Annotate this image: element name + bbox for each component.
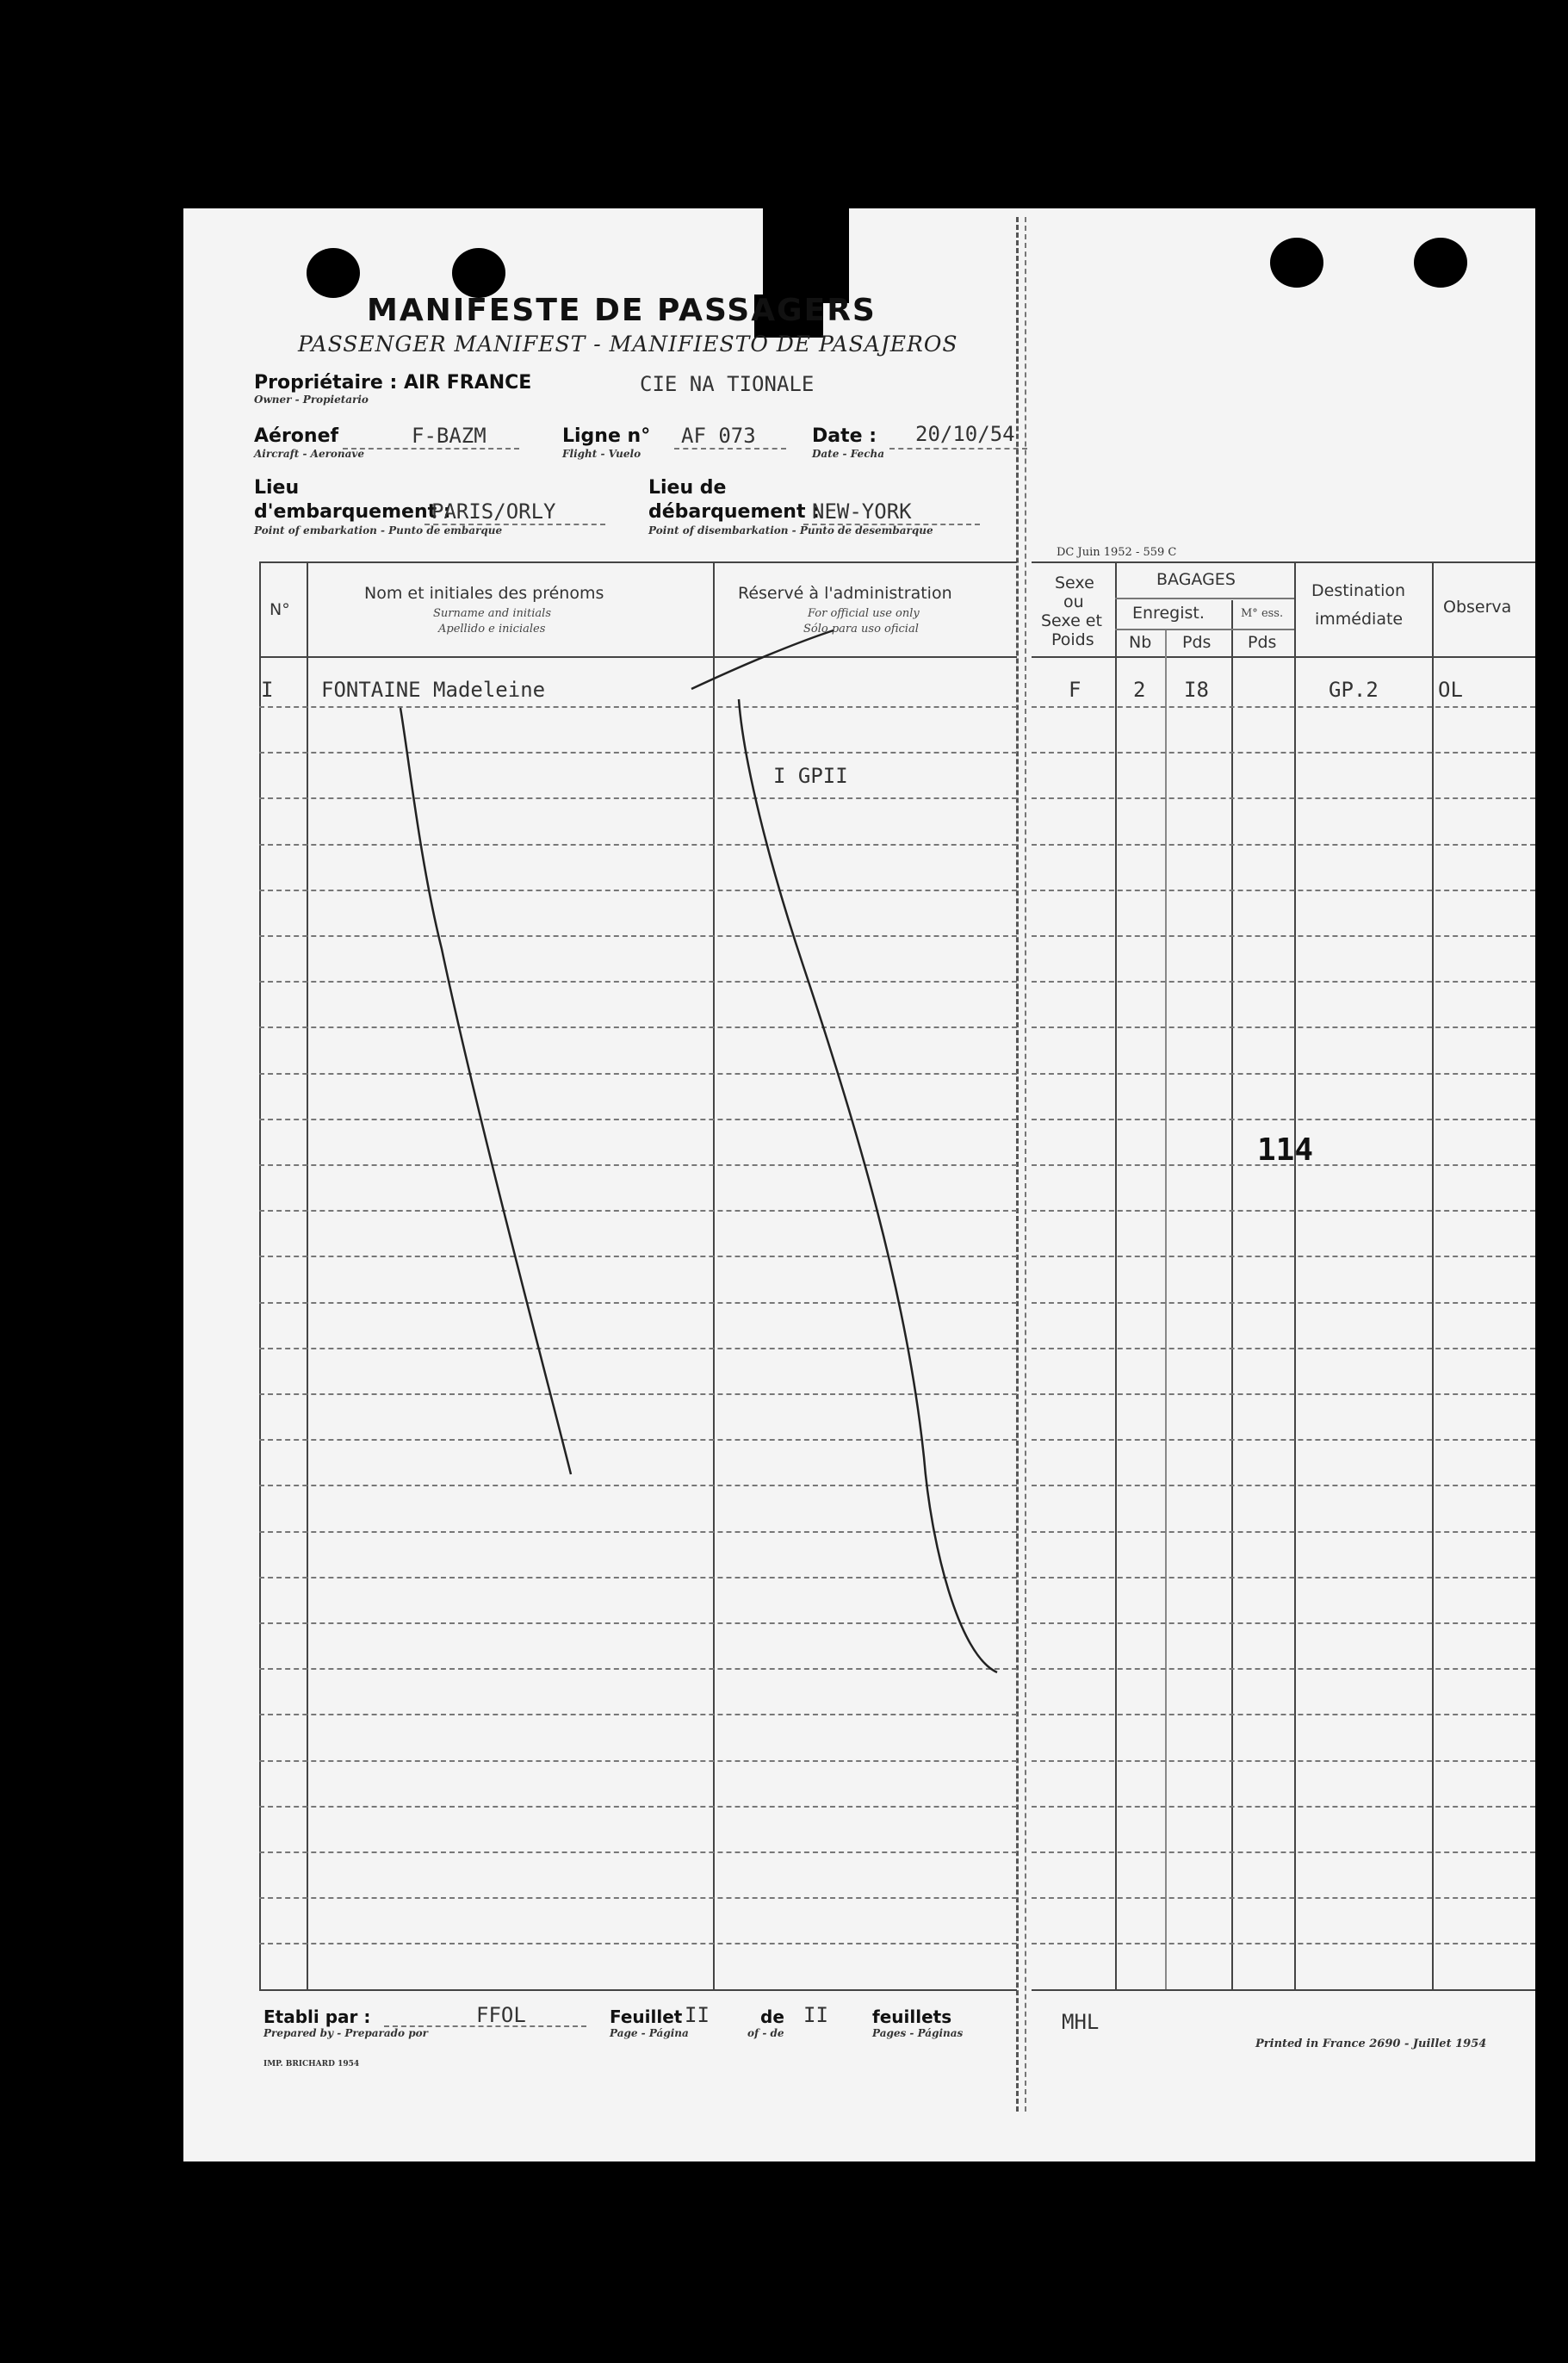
col-header-bagages: BAGAGES [1156,570,1236,589]
disembarkation-label-1: Lieu de [648,477,727,499]
owner-label: Propriétaire : AIR FRANCE [254,372,532,394]
pages-label: feuillets [872,2006,952,2027]
flight-sublabel: Flight - Vuelo [562,448,641,460]
owner-sublabel: Owner - Propietario [254,394,369,406]
row-sex: F [1069,678,1081,702]
prepared-by-value: FFOL [476,2003,526,2027]
of-label: de [760,2006,784,2027]
col-header-enregist: Enregist. [1132,604,1205,623]
strike-line-name [400,708,571,1474]
col-header-dest-2: immédiate [1315,610,1404,629]
col-header-name: Nom et initiales des prénoms [364,584,604,603]
of-value: II [803,2003,828,2027]
embarkation-label-2: d'embarquement : [254,501,451,523]
col-header-admin-sub-2: Sólo para uso oficial [803,623,919,636]
col-header-main: M° ess. [1241,607,1284,620]
owner-value: CIE NA TIONALE [640,372,815,396]
flight-label: Ligne n° [562,425,651,447]
aircraft-label: Aéronef [254,425,339,447]
col-header-obs: Observa [1443,598,1512,617]
form-title: MANIFESTE DE PASSAGERS [367,293,877,328]
col-header-sex-3: Sexe et [1041,611,1102,630]
disembarkation-sublabel: Point of disembarkation - Punto de desembarque [648,524,933,536]
col-header-admin-sub-1: For official use only [808,607,920,620]
col-header-name-sub-1: Surname and initials [433,607,551,620]
row-no: I [261,678,274,702]
prepared-by-label: Etabli par : [263,2006,371,2027]
aircraft-value: F-BAZM [412,424,487,448]
row-bag-pds: I8 [1184,678,1209,702]
row-name: FONTAINE Madeleine [321,678,546,702]
aircraft-sublabel: Aircraft - Aeronave [254,448,365,460]
pages-sublabel: Pages - Páginas [872,2027,964,2039]
col-header-name-sub-2: Apellido e iniciales [438,623,546,636]
imprint-line: IMP. BRICHARD 1954 [263,2060,360,2068]
row-destination: GP.2 [1329,678,1379,702]
sheet-sublabel: Page - Página [610,2027,689,2039]
admin-note: I GPII [773,764,848,788]
row-bag-nb: 2 [1133,678,1146,702]
signature-initials: MHL [1062,2010,1100,2034]
col-header-sex-4: Poids [1051,630,1094,649]
sheet-label: Feuillet [610,2006,683,2027]
col-header-sex-2: ou [1063,592,1084,611]
flight-value: AF 073 [681,424,756,448]
col-header-pds-2: Pds [1248,633,1277,652]
embarkation-sublabel: Point of embarkation - Punto de embarque [254,524,503,536]
embarkation-label-1: Lieu [254,477,300,499]
row-observation: OL [1438,678,1463,702]
prepared-underline [384,2025,586,2027]
date-value: 20/10/54 [915,422,1015,446]
embarkation-value: PARIS/ORLY [431,499,556,524]
handwritten-strikethrough [183,208,1535,2161]
disembarkation-value: NEW-YORK [812,499,912,524]
date-sublabel: Date - Fecha [812,448,884,460]
date-label: Date : [812,425,877,447]
col-header-pds: Pds [1182,633,1212,652]
form-reference: DC Juin 1952 - 559 C [1057,546,1177,559]
col-header-admin: Réservé à l'administration [738,584,952,603]
of-sublabel: of - de [747,2027,784,2039]
sheet-value: II [685,2003,710,2027]
form-subtitle: PASSENGER MANIFEST - MANIFIESTO DE PASAJEROS [298,332,958,357]
admin-check-stroke [691,630,834,689]
manifest-sheet [183,208,1535,2161]
col-header-dest-1: Destination [1311,581,1406,600]
col-header-sex-1: Sexe [1055,574,1094,592]
col-header-nb: Nb [1129,633,1152,652]
strike-line-admin [739,699,997,1672]
stamp-number: 114 [1257,1132,1314,1168]
prepared-by-sublabel: Prepared by - Preparado por [263,2027,428,2039]
printed-in-france: Printed in France 2690 - Juillet 1954 [1255,2037,1487,2050]
col-header-no: N° [270,600,290,619]
disembarkation-label-2: débarquement : [648,501,820,523]
